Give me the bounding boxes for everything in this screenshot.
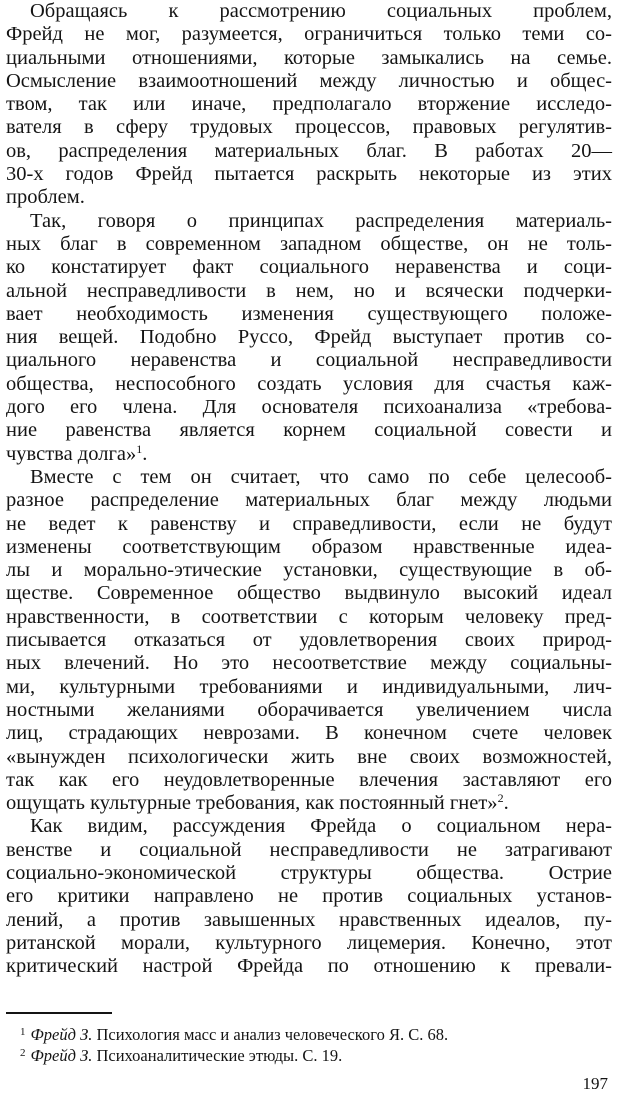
- footnote-reference: 1: [136, 441, 143, 456]
- text-line: [6, 676, 612, 699]
- text-line-content: Вместе с тем он считает, что само по себе целесооб-: [30, 465, 612, 488]
- text-line-content: изменены соответствующим образом нравственные идеа-: [6, 535, 612, 558]
- footnote-text: Психология масс и анализ человеческого Я. С. 68.: [92, 1025, 449, 1044]
- text-line-content: «вынужден психологически жить вне своих возможностей,: [6, 745, 612, 768]
- sentence-period: .: [503, 792, 509, 815]
- text-line-content: писывается отказаться от удовлетворения своих природ-: [6, 629, 612, 652]
- text-line: [6, 47, 612, 70]
- text-line-content: Как видим, рассуждения Фрейда о социальном нера-: [30, 815, 612, 838]
- footnote-text: Психоаналитические этюды. С. 19.: [92, 1046, 343, 1065]
- text-line-content: ностными желаниями оборачивается увеличением числа: [6, 698, 612, 721]
- text-line-content: общества, неспособного создать условия для счастья каж-: [6, 372, 612, 395]
- text-line-content: социально-экономической структуры общества. Острие: [6, 861, 612, 884]
- text-line-content: чувства долга»: [6, 442, 137, 465]
- footnote: [20, 1022, 612, 1043]
- text-line: [6, 582, 612, 605]
- text-line-content: ощущать культурные требования, как постоянный гнет»: [6, 792, 498, 815]
- text-line: [6, 513, 612, 536]
- text-line: [6, 396, 612, 419]
- text-line: [6, 769, 612, 792]
- text-line: [6, 443, 612, 466]
- text-line-content: ных благ в современном западном обществе, он не толь-: [6, 232, 612, 255]
- text-line: [6, 955, 612, 978]
- footnote-separator: [6, 1012, 112, 1014]
- text-line: [6, 0, 612, 23]
- text-line: [6, 373, 612, 396]
- text-line: [6, 303, 612, 326]
- footnote-number: 2: [20, 1047, 26, 1059]
- text-line: [6, 629, 612, 652]
- text-line: [6, 722, 612, 745]
- text-line: [6, 885, 612, 908]
- text-line-content: альной несправедливости в нем, но и всячески подчерки-: [6, 279, 612, 302]
- text-line-content: лы и морально-этические установки, существующие в об-: [6, 559, 612, 582]
- text-line: [6, 349, 612, 372]
- text-line-content: вателя в сферу трудовых процессов, правовых регулятив-: [6, 116, 612, 139]
- text-line: [6, 466, 612, 489]
- text-line: [6, 536, 612, 559]
- footnote-number: 1: [20, 1026, 26, 1038]
- text-line: [6, 163, 612, 186]
- text-line-content: нравственности, в соответствии с которым человеку пред-: [6, 605, 612, 628]
- text-line: [6, 746, 612, 769]
- footnote: [20, 1043, 612, 1064]
- text-line: [6, 256, 612, 279]
- text-line: [6, 699, 612, 722]
- body-text: [6, 0, 612, 978]
- text-line-content: Фрейд не мог, разумеется, ограничиться только теми со-: [6, 23, 612, 46]
- footnote-author: Фрейд З.: [30, 1046, 93, 1065]
- text-line: [6, 326, 612, 349]
- text-line: [6, 140, 612, 163]
- text-line: [6, 862, 612, 885]
- text-line: [6, 210, 612, 233]
- text-line-content: Так, говоря о принципах распределения материаль-: [30, 209, 612, 232]
- text-line-content: проблем.: [6, 186, 85, 209]
- text-line: [6, 559, 612, 582]
- text-line: [6, 419, 612, 442]
- text-line-content: лиц, страдающих неврозами. В конечном счете человек: [6, 722, 612, 745]
- text-line: [6, 233, 612, 256]
- text-line-content: ных влечений. Но это несоответствие между социальны-: [6, 652, 612, 675]
- text-line: [6, 839, 612, 862]
- text-line-content: ко констатирует факт социального неравенства и соци-: [6, 256, 612, 279]
- text-line-content: дого его члена. Для основателя психоанализа «требова-: [6, 396, 612, 419]
- text-line: [6, 652, 612, 675]
- text-line-content: так как его неудовлетворенные влечения заставляют его: [6, 768, 612, 791]
- page-number: 197: [582, 1074, 608, 1093]
- text-line-content: циального неравенства и социальной несправедливости: [6, 349, 612, 372]
- text-line-content: Осмысление взаимоотношений между личностью и общес-: [6, 69, 612, 92]
- text-line: [6, 186, 612, 209]
- text-line: [6, 815, 612, 838]
- text-line-content: 30-х годов Фрейд пытается раскрыть некоторые из этих: [6, 163, 612, 186]
- text-line: [6, 116, 612, 139]
- text-line-content: ританской морали, культурного лицемерия. Конечно, этот: [6, 931, 612, 954]
- sentence-period: .: [142, 442, 148, 465]
- text-line-content: лений, а против завышенных нравственных идеалов, пу-: [6, 908, 612, 931]
- text-line: [6, 70, 612, 93]
- text-line-content: вает необходимость изменения существующего положе-: [6, 302, 612, 325]
- text-line-content: твом, так или иначе, предполагало вторжение исследо-: [6, 93, 612, 116]
- text-line-content: критический настрой Фрейда по отношению к превали-: [6, 955, 612, 978]
- footnote-author: Фрейд З.: [30, 1025, 93, 1044]
- text-line: [6, 606, 612, 629]
- text-line-content: Обращаясь к рассмотрению социальных проблем,: [30, 0, 612, 22]
- text-line-content: циальными отношениями, которые замыкались на семье.: [6, 46, 612, 69]
- text-line-content: ми, культурными требованиями и индивидуальными, лич-: [6, 675, 612, 698]
- text-line-content: ществе. Современное общество выдвинуло высокий идеал: [6, 582, 612, 605]
- footnotes: [20, 1022, 612, 1064]
- text-line: [6, 489, 612, 512]
- text-line: [6, 932, 612, 955]
- text-line: [6, 23, 612, 46]
- text-line-content: ов, распределения материальных благ. В работах 20—: [6, 139, 612, 162]
- text-line-content: ния вещей. Подобно Руссо, Фрейд выступает против со-: [6, 326, 612, 349]
- text-line: [6, 93, 612, 116]
- text-line-content: не ведет к равенству и справедливости, если не будут: [6, 512, 612, 535]
- text-line: [6, 792, 612, 815]
- text-line-content: разное распределение материальных благ между людьми: [6, 489, 612, 512]
- text-line: [6, 909, 612, 932]
- text-line-content: ние равенства является корнем социальной совести и: [6, 419, 612, 442]
- footnote-reference: 2: [497, 791, 504, 806]
- text-line: [6, 280, 612, 303]
- text-line-content: венстве и социальной несправедливости не затрагивают: [6, 838, 612, 861]
- text-line-content: его критики направлено не против социальных установ-: [6, 885, 612, 908]
